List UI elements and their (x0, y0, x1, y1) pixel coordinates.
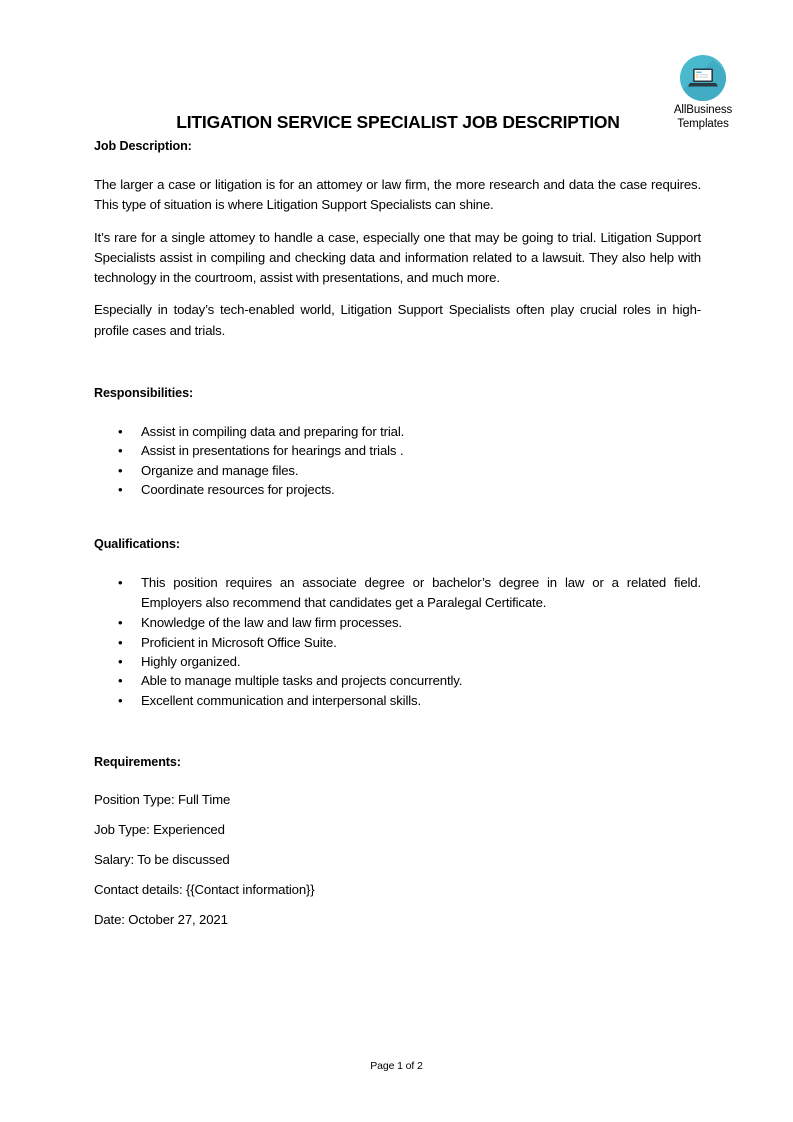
bullet-icon: • (118, 482, 123, 498)
bullet-icon: • (118, 462, 123, 478)
job-description-paragraph-3: Especially in today’s tech-enabled world, Litigation Support Specialists often play crucial roles in high-profile cases and trials. (94, 302, 701, 338)
section-heading-qualifications: Qualifications: (94, 536, 180, 551)
list-item (94, 573, 701, 613)
list-item-label: Able to manage multiple tasks and projects concurrently. (141, 673, 463, 689)
section-heading-responsibilities: Responsibilities: (94, 386, 194, 401)
list-item-label: Highly organized. (141, 653, 241, 669)
requirement-position-type: Position Type: Full Time (94, 792, 231, 808)
list-item-label: Assist in compiling data and preparing for trial. (141, 424, 405, 440)
list-item (94, 480, 701, 499)
qualifications-list (94, 573, 701, 710)
requirement-job-type: Job Type: Experienced (94, 822, 225, 838)
list-item (94, 652, 701, 671)
list-item-label: Knowledge of the law and law firm processes. (141, 615, 402, 631)
list-item-label: Excellent communication and interpersonal skills. (141, 692, 421, 708)
responsibilities-list (94, 422, 701, 500)
requirement-date: Date: October 27, 2021 (94, 912, 228, 928)
requirement-contact-details: Contact details: {{Contact information}} (94, 882, 315, 898)
list-item-label: This position requires an associate degree or bachelor’s degree in law or a related field. Employers also recommend that candidates get a Paralegal Certificate. (141, 574, 701, 610)
list-item-label: Coordinate resources for projects. (141, 482, 335, 498)
bullet-icon: • (118, 574, 123, 590)
bullet-icon: • (118, 673, 123, 689)
list-item (94, 441, 701, 460)
page-title: LITIGATION SERVICE SPECIALIST JOB DESCRIPTION (176, 112, 620, 132)
logo-name-line1: AllBusiness (673, 104, 733, 116)
list-item (94, 461, 701, 480)
section-heading-job-description: Job Description: (94, 139, 192, 153)
document-body (94, 138, 701, 935)
job-description-paragraph-1: The larger a case or litigation is for an attomey or law firm, the more research and data the case requires. This type of situation is where Litigation Support Specialists can shine. (94, 177, 701, 213)
bullet-icon: • (118, 424, 123, 440)
section-heading-requirements: Requirements: (94, 755, 181, 770)
list-item (94, 633, 701, 652)
list-item (94, 671, 701, 690)
job-description-paragraph-2: It’s rare for a single attomey to handle a case, especially one that may be going to trial. Litigation Support Specialists assist in compiling and checking data and information related to a lawsuit. They also help with technology in the courtroom, assist with presentations, and much more. (94, 229, 701, 286)
list-item-label: Organize and manage files. (141, 462, 299, 478)
bullet-icon: • (118, 653, 123, 669)
page-footer: Page 1 of 2 (370, 1060, 423, 1072)
logo-name-line2: Templates (677, 117, 729, 130)
bullet-icon: • (118, 443, 123, 459)
list-item (94, 422, 701, 441)
bullet-icon: • (118, 692, 123, 708)
laptop-icon (680, 55, 726, 101)
list-item (94, 691, 701, 710)
requirement-salary: Salary: To be discussed (94, 852, 230, 868)
list-item-label: Assist in presentations for hearings and trials . (141, 443, 404, 459)
bullet-icon: • (118, 615, 123, 631)
bullet-icon: • (118, 634, 123, 650)
list-item-label: Proficient in Microsoft Office Suite. (141, 634, 337, 650)
list-item (94, 613, 701, 632)
